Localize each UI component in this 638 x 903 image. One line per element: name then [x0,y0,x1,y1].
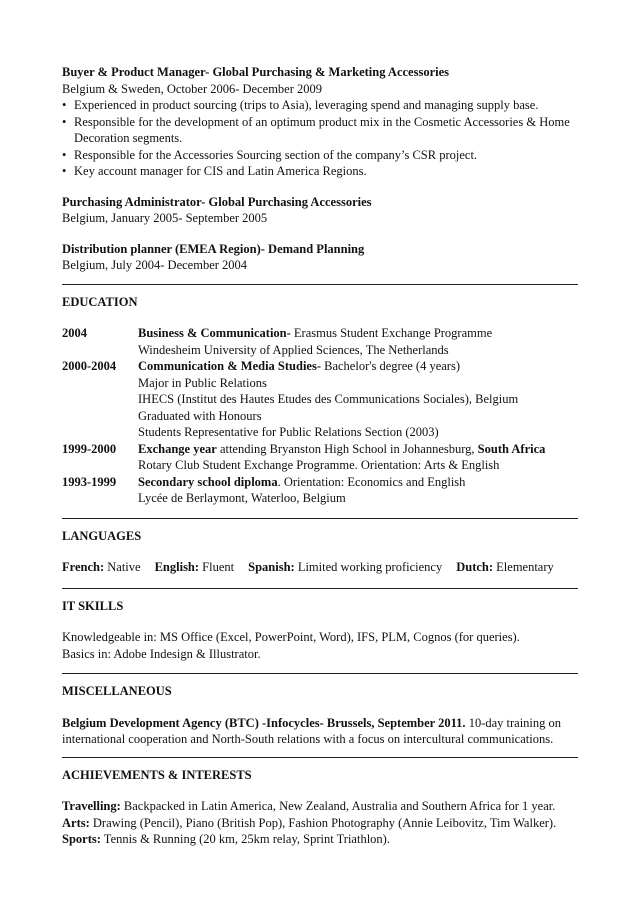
interest-label: Travelling: [62,799,121,813]
education-table [62,325,578,507]
language-level: Native [104,560,141,574]
misc-paragraph [62,715,578,748]
edu-line: IHECS (Institut des Hautes Etudes des Communications Sociales), Belgium [138,392,519,406]
edu-detail [138,441,578,474]
experience-entry [62,64,578,180]
job-title: Buyer & Product Manager- Global Purchasing & Marketing Accessories [62,65,449,79]
edu-line: Graduated with Honours [138,408,262,423]
section-heading-education: EDUCATION [62,294,138,309]
interest-label: Sports: [62,832,101,846]
section-divider [62,588,578,589]
section-heading-miscellaneous: MISCELLANEOUS [62,684,172,698]
language-level: Limited working proficiency [294,560,443,574]
misc-text: 10-day training on international cooperation and North-South relations with a focus on intercultural communications. [62,715,562,746]
edu-year: 2000-2004 [62,359,117,373]
section-divider [62,518,578,519]
languages-row [62,559,578,576]
experience-entry [62,241,578,274]
job-bullets [62,97,578,180]
interest-text: Drawing (Pencil), Piano (British Pop), Fashion Photography (Annie Leibovitz, Tim Walker). [89,815,557,830]
experience-entry [62,194,578,227]
interest-label: Arts: [62,815,90,830]
language-name: Dutch: [456,560,494,574]
language-item [248,559,442,576]
edu-detail [138,474,578,507]
section-heading-achievements: ACHIEVEMENTS & INTERESTS [62,767,252,782]
edu-program-desc: Erasmus Student Exchange Programme [290,326,493,340]
section-heading-languages: LANGUAGES [62,528,142,543]
edu-detail [138,358,578,441]
edu-line: Rotary Club Student Exchange Programme. Orientation: Arts & English [138,458,500,472]
edu-program: Communication & Media Studies- [138,359,321,373]
misc-title: Belgium Development Agency (BTC) -Infocycles- Brussels, September 2011. [62,715,466,730]
interest-text: Backpacked in Latin America, New Zealand, Australia and Southern Africa for 1 year. [120,799,556,813]
language-name: Spanish: [248,560,295,574]
interest-text: Tennis & Running (20 km, 25km relay, Sprint Triathlon). [100,832,390,846]
bullet-item: • Experienced in product sourcing (trips to Asia), leveraging spend and managing supply base. [62,97,578,114]
edu-line: Students Representative for Public Relations Section (2003) [138,425,439,439]
interest-item [62,831,578,848]
job-meta: Belgium, January 2005- September 2005 [62,211,268,225]
edu-line: Major in Public Relations [138,375,267,390]
edu-line: Lycée de Berlaymont, Waterloo, Belgium [138,491,346,505]
edu-program: Business & Communication- [138,326,291,340]
bullet-item: • Key account manager for CIS and Latin America Regions. [62,163,578,180]
edu-line: Windesheim University of Applied Sciences, The Netherlands [138,342,449,357]
edu-country: South Africa [477,441,546,456]
edu-year: 1993-1999 [62,474,117,489]
job-meta: Belgium & Sweden, October 2006- December 2009 [62,81,323,96]
bullet-item: • Responsible for the Accessories Sourcing section of the company’s CSR project. [62,147,578,164]
edu-program-desc: attending Bryanston High School in Johannesburg, [216,441,478,456]
it-skills-line: Knowledgeable in: MS Office (Excel, PowerPoint, Word), IFS, PLM, Cognos (for queries). [62,630,520,644]
edu-year: 2004 [62,326,87,340]
language-name: English: [154,560,200,574]
language-item [62,559,141,576]
edu-program-desc: . Orientation: Economics and English [277,474,466,489]
cv-page [62,64,578,848]
section-heading-it-skills: IT SKILLS [62,598,124,613]
language-level: Fluent [199,560,235,574]
language-name: French: [62,560,105,574]
section-divider [62,757,578,758]
edu-program-desc: Bachelor's degree (4 years) [321,359,460,373]
language-level: Elementary [493,560,554,574]
edu-detail [138,325,578,358]
job-title: Distribution planner (EMEA Region)- Demand Planning [62,241,365,256]
section-divider [62,673,578,674]
language-item [456,559,554,576]
edu-program: Secondary school diploma [138,474,278,489]
it-skills-line: Basics in: Adobe Indesign & Illustrator. [62,646,261,661]
interest-item [62,798,578,815]
job-title: Purchasing Administrator- Global Purchasing Accessories [62,194,372,209]
interest-item [62,815,578,832]
job-meta: Belgium, July 2004- December 2004 [62,258,248,272]
bullet-item: • Responsible for the development of an optimum product mix in the Cosmetic Accessories & Home Decoration segments. [62,114,578,147]
edu-year: 1999-2000 [62,441,117,456]
section-divider [62,284,578,285]
language-item [155,559,235,576]
edu-program: Exchange year [138,441,217,456]
